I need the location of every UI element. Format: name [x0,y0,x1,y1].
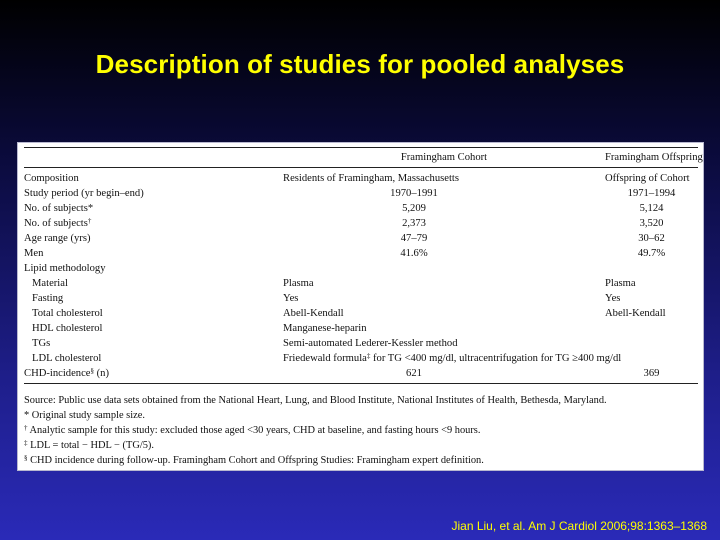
table-row-ldl-cholesterol [24,351,698,366]
row-label [24,201,283,216]
footnote-analytic-sample [24,423,698,438]
study-description-table [24,147,703,384]
cohort-value [283,261,605,276]
row-label: Total cholesterol [32,308,103,319]
table-row-subjects-original [24,201,698,216]
cohort-value: 5,209 [402,203,426,214]
offspring-value: Offspring of Cohort [605,173,690,184]
table-row-study-period [24,186,698,201]
cohort-value: 2,373 [402,218,426,229]
cohort-value-rest: for TG <400 mg/dl, ultracentrifugation for TG ≥400 mg/dl [370,353,622,364]
row-label [24,366,283,384]
row-label-text: No. of subjects [24,203,88,214]
footnote-original-sample [24,408,698,423]
table-row-lipid-methodology [24,261,698,276]
offspring-value: Plasma [605,278,636,289]
footnote-mark: † [87,217,92,225]
table-row-subjects-analytic [24,216,698,231]
cohort-value: Semi-automated Lederer-Kessler method [283,338,458,349]
table-row-men [24,246,698,261]
row-label: LDL cholesterol [32,353,102,364]
footnote-chd-incidence [24,453,698,468]
row-label: Age range (yrs) [24,233,91,244]
row-label: Material [32,278,68,289]
cohort-value: Yes [283,293,299,304]
cohort-value: Manganese-heparin [283,323,367,334]
table-row-material [24,276,698,291]
table-row-total-cholesterol [24,306,698,321]
cohort-value: Plasma [283,278,314,289]
offspring-value: 1971–1994 [627,188,676,199]
row-label: Composition [24,173,79,184]
row-label: HDL cholesterol [32,323,103,334]
footnote-mark: † [24,424,28,432]
header-framingham-cohort: Framingham Cohort [283,148,605,168]
footnote-mark: ‡ [24,439,28,447]
offspring-value: Abell-Kendall [605,308,666,319]
offspring-value: 3,520 [639,218,664,229]
header-label [24,148,283,168]
cohort-value: 1970–1991 [390,188,438,199]
footnote-text: LDL = total − HDL − (TG/5). [27,440,154,451]
row-label-text: CHD-incidence [24,368,91,379]
slide-title: Description of studies for pooled analyses [95,49,625,79]
cohort-value [283,351,622,366]
footnote-text: Analytic sample for this study: excluded those aged <30 years, CHD at baseline, and fasting hours <9 hours. [27,425,481,436]
table-row-tgs [24,336,698,351]
footnote-ldl-formula [24,438,698,453]
row-label: Lipid methodology [24,263,106,274]
offspring-value [605,261,698,276]
cohort-value: Abell-Kendall [283,308,344,319]
header-framingham-offspring: Framingham Offspring [605,148,698,168]
table-row-hdl-cholesterol [24,321,698,336]
offspring-value: Yes [605,293,621,304]
row-label [24,216,283,231]
row-label: Men [24,248,44,259]
footnote-text: * Original study sample size. [24,410,145,421]
row-label: Fasting [32,293,64,304]
offspring-value: 369 [605,366,698,384]
table-footnotes [24,390,698,468]
footnote-text: CHD incidence during follow-up. Framingham Cohort and Offspring Studies: Framingham expert definition. [27,455,484,466]
study-table-panel [17,142,704,471]
footnote-source: Source: Public use data sets obtained from the National Heart, Lung, and Blood Institute, National Institutes of Health, Bethesda, Maryland. [24,395,607,406]
cohort-value: Residents of Framingham, Massachusetts [283,173,459,184]
cohort-value: 621 [283,366,605,384]
table-row-chd-incidence [24,366,698,384]
citation: Jian Liu, et al. Am J Cardiol 2006;98:1363–1368 [451,519,707,533]
offspring-value: 30–62 [638,233,665,244]
table-header-row [24,148,698,168]
footnote-mark: * [87,203,94,214]
offspring-value: 5,124 [639,203,664,214]
offspring-value [605,321,698,336]
cohort-value: 47–79 [400,233,428,244]
cohort-value: 41.6% [400,248,428,259]
footnote-mark: ‡ [366,352,371,360]
footnote-mark: § [24,454,28,462]
offspring-value: 49.7% [637,248,666,259]
table-row-composition [24,168,698,187]
cohort-value-text: Friedewald formula [283,353,367,364]
table-row-fasting [24,291,698,306]
offspring-value [605,336,698,351]
row-label-rest: (n) [93,368,109,379]
footnote-mark: § [90,367,94,375]
row-label-text: No. of subjects [24,218,88,229]
row-label: Study period (yr begin–end) [24,188,144,199]
row-label: TGs [32,338,51,349]
table-row-age-range [24,231,698,246]
